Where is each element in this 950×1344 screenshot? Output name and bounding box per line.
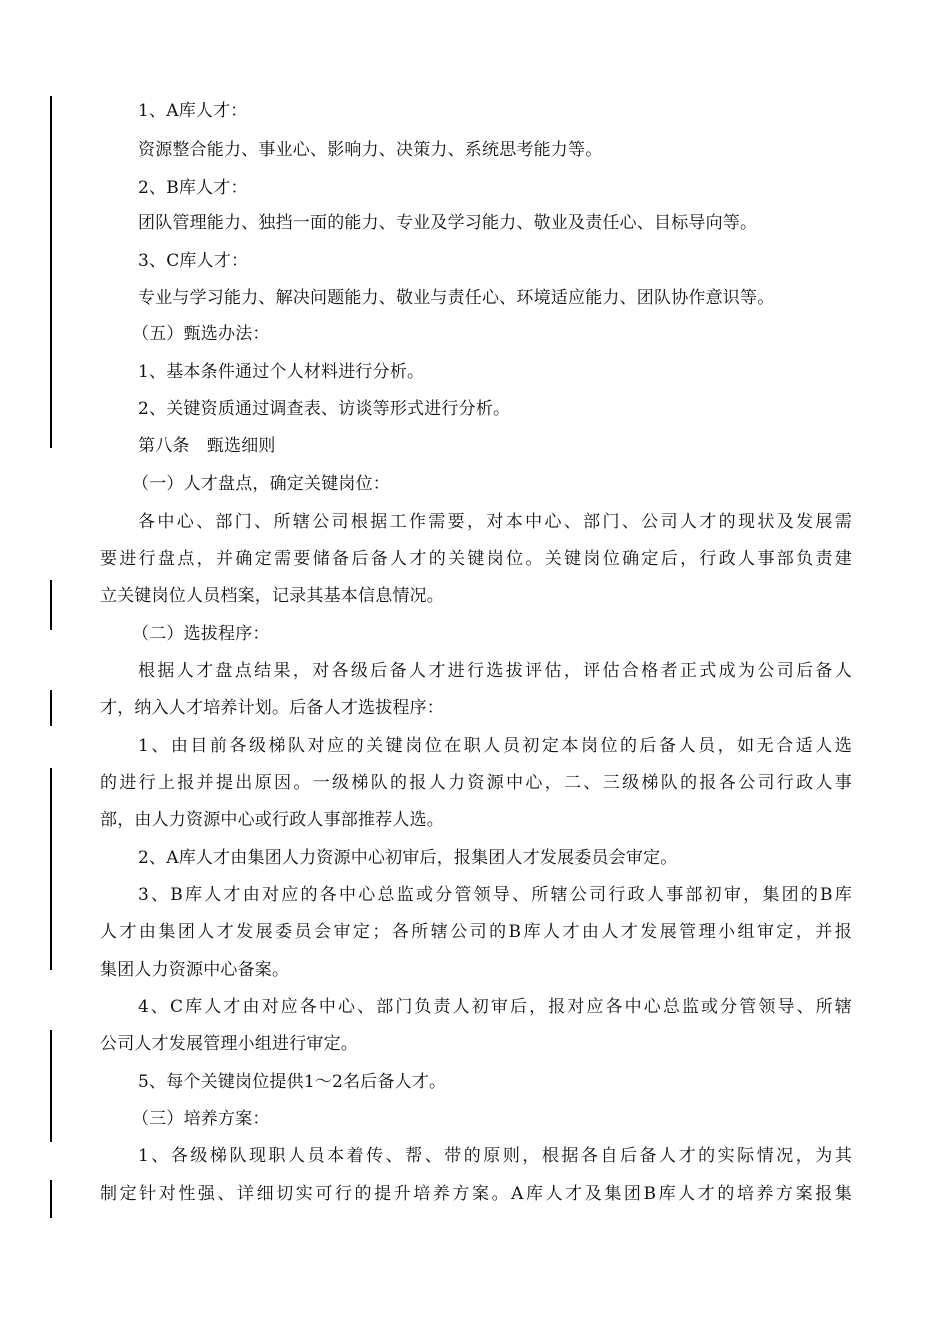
paragraph-line: 立关键岗位人员档案，记录其基本信息情况。 <box>100 586 444 606</box>
list-item-a-text: 资源整合能力、事业心、影响力、决策力、系统思考能力等。 <box>138 140 603 160</box>
paragraph-line: 4、C库人才由对应各中心、部门负责人初审后，报对应各中心总监或分管领导、所辖 <box>138 997 852 1017</box>
method-item-1: 1、基本条件通过个人材料进行分析。 <box>138 362 425 382</box>
paragraph-line: 根据人才盘点结果，对各级后备人才进行选拔评估，评估合格者正式成为公司后备人 <box>138 661 852 681</box>
paragraph-line: 部，由人力资源中心或行政人事部推荐人选。 <box>100 810 444 830</box>
revision-bar <box>50 690 52 726</box>
paragraph-line: 3、B库人才由对应的各中心总监或分管领导、所辖公司行政人事部初审，集团的B库 <box>138 885 852 905</box>
paragraph-line: 1、各级梯队现职人员本着传、帮、带的原则，根据各自后备人才的实际情况，为其 <box>138 1146 852 1166</box>
paragraph-line: 5、每个关键岗位提供1～2名后备人才。 <box>138 1072 447 1092</box>
list-item-b-heading: 2、B库人才： <box>138 178 248 198</box>
revision-bar <box>50 96 52 448</box>
revision-bar <box>50 768 52 970</box>
paragraph-line: 制定针对性强、详细切实可行的提升培养方案。A库人才及集团B库人才的培养方案报集 <box>100 1184 852 1204</box>
section-heading-2: （二）选拔程序： <box>132 624 270 644</box>
section-heading-5: （五）甄选办法： <box>132 324 270 344</box>
revision-bar <box>50 1030 52 1142</box>
section-heading-1: （一）人才盘点，确定关键岗位： <box>132 474 390 494</box>
paragraph-line: 人才由集团人才发展委员会审定；各所辖公司的B库人才由人才发展管理小组审定，并报 <box>100 922 852 942</box>
paragraph-line: 各中心、部门、所辖公司根据工作需要，对本中心、部门、公司人才的现状及发展需 <box>138 512 852 532</box>
paragraph-line: 2、A库人才由集团人力资源中心初审后，报集团人才发展委员会审定。 <box>138 848 678 868</box>
list-item-c-text: 专业与学习能力、解决问题能力、敬业与责任心、环境适应能力、团队协作意识等。 <box>138 288 775 308</box>
paragraph-line: 要进行盘点，并确定需要储备后备人才的关键岗位。关键岗位确定后，行政人事部负责建 <box>100 549 852 569</box>
list-item-a-heading: 1、A库人才： <box>138 101 248 121</box>
revision-bar <box>50 580 52 630</box>
list-item-b-text: 团队管理能力、独挡一面的能力、专业及学习能力、敬业及责任心、目标导向等。 <box>138 213 758 233</box>
section-heading-3: （三）培养方案： <box>132 1109 270 1129</box>
paragraph-line: 才，纳入人才培养计划。后备人才选拔程序： <box>100 698 444 718</box>
method-item-2: 2、关键资质通过调查表、访谈等形式进行分析。 <box>138 399 511 419</box>
paragraph-line: 1、由目前各级梯队对应的关键岗位在职人员初定本岗位的后备人员，如无合适人选 <box>138 736 852 756</box>
paragraph-line: 集团人力资源中心备案。 <box>100 960 290 980</box>
list-item-c-heading: 3、C库人才： <box>138 251 249 271</box>
revision-bar <box>50 1180 52 1218</box>
article-heading-8: 第八条 甄选细则 <box>138 436 276 456</box>
paragraph-line: 的进行上报并提出原因。一级梯队的报人力资源中心，二、三级梯队的报各公司行政人事 <box>100 773 852 793</box>
paragraph-line: 公司人才发展管理小组进行审定。 <box>100 1034 358 1054</box>
